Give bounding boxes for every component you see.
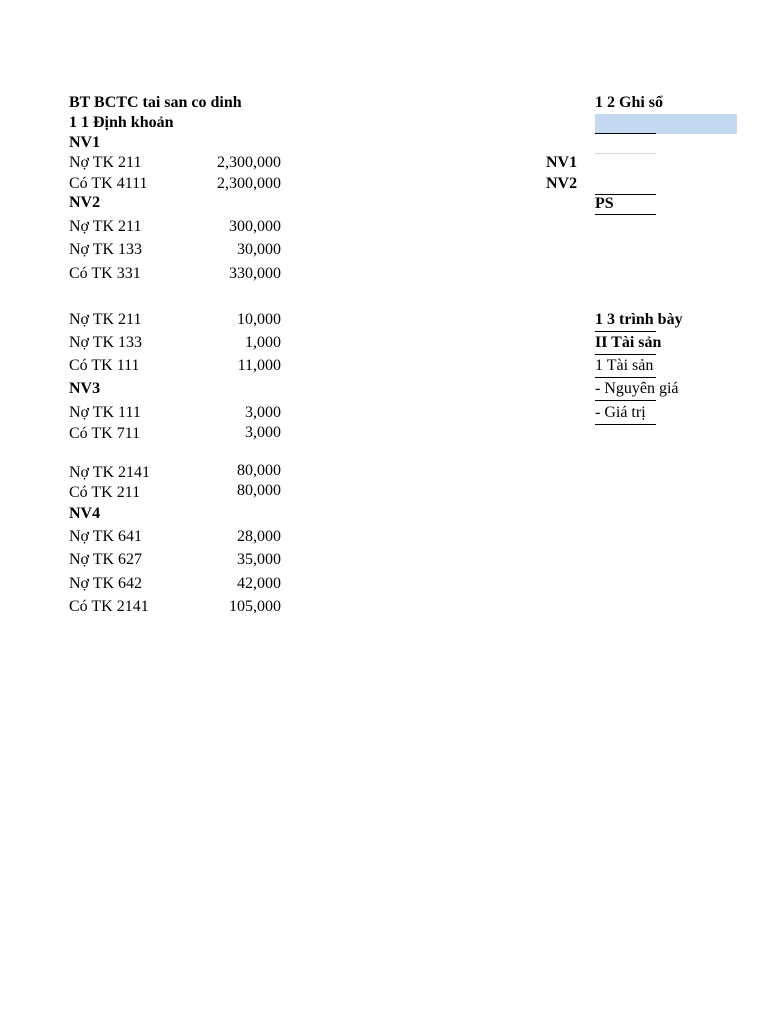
row-amount-8: 1,000 bbox=[245, 334, 281, 351]
ledger-nv1-label: NV1 bbox=[546, 154, 578, 171]
row-amount-14: 80,000 bbox=[237, 482, 281, 499]
selected-cell-highlight[interactable] bbox=[595, 114, 737, 134]
row-label-9: Có TK 111 bbox=[69, 357, 140, 374]
row-amount-16: 28,000 bbox=[237, 528, 281, 545]
row-amount-12: 3,000 bbox=[245, 424, 281, 441]
ledger-ps-label: PS bbox=[595, 195, 614, 212]
section-dinh-khoan: 1 1 Định khoản bbox=[69, 114, 174, 131]
row-label-14: Có TK 211 bbox=[69, 484, 141, 501]
item-gia-tri: - Giá trị bbox=[595, 404, 646, 421]
row-label-3: NV2 bbox=[69, 194, 101, 211]
row-amount-18: 42,000 bbox=[237, 575, 281, 592]
row-label-1: Nợ TK 211 bbox=[69, 154, 142, 171]
row-amount-1: 2,300,000 bbox=[217, 154, 281, 171]
row-label-18: Nợ TK 642 bbox=[69, 575, 143, 592]
table-rule bbox=[595, 354, 656, 355]
row-amount-11: 3,000 bbox=[245, 404, 281, 421]
row-label-19: Có TK 2141 bbox=[69, 598, 149, 615]
sheet-title: BT BCTC tai san co dinh bbox=[69, 94, 242, 111]
heading-ii-tai-san: II Tài sản bbox=[595, 334, 662, 351]
table-rule bbox=[595, 400, 656, 401]
ledger-rule bbox=[595, 153, 656, 154]
table-rule bbox=[595, 331, 656, 332]
row-label-8: Nợ TK 133 bbox=[69, 334, 143, 351]
row-amount-4: 300,000 bbox=[229, 218, 281, 235]
table-rule bbox=[595, 377, 656, 378]
row-label-12: Có TK 711 bbox=[69, 425, 141, 442]
item-tai-san: 1 Tài sản bbox=[595, 357, 654, 374]
row-amount-17: 35,000 bbox=[237, 551, 281, 568]
row-amount-13: 80,000 bbox=[237, 462, 281, 479]
table-rule bbox=[595, 424, 656, 425]
ledger-rule bbox=[595, 133, 656, 134]
row-label-4: Nợ TK 211 bbox=[69, 218, 142, 235]
row-label-6: Có TK 331 bbox=[69, 265, 141, 282]
row-amount-2: 2,300,000 bbox=[217, 175, 281, 192]
row-label-13: Nợ TK 2141 bbox=[69, 464, 151, 481]
section-trinh-bay: 1 3 trình bày bbox=[595, 311, 683, 328]
section-ghi-so: 1 2 Ghi sổ bbox=[595, 94, 664, 111]
row-amount-6: 330,000 bbox=[229, 265, 281, 282]
row-label-10: NV3 bbox=[69, 380, 101, 397]
row-label-0: NV1 bbox=[69, 134, 101, 151]
ledger-nv2-label: NV2 bbox=[546, 175, 578, 192]
row-label-17: Nợ TK 627 bbox=[69, 551, 143, 568]
row-label-5: Nợ TK 133 bbox=[69, 241, 143, 258]
ledger-rule bbox=[595, 214, 656, 215]
row-label-15: NV4 bbox=[69, 505, 101, 522]
row-label-2: Có TK 4111 bbox=[69, 175, 148, 192]
row-amount-5: 30,000 bbox=[237, 241, 281, 258]
row-amount-9: 11,000 bbox=[237, 357, 281, 374]
row-label-11: Nợ TK 111 bbox=[69, 404, 141, 421]
item-nguyen-gia: - Nguyên giá bbox=[595, 380, 679, 397]
row-amount-19: 105,000 bbox=[229, 598, 281, 615]
row-label-16: Nợ TK 641 bbox=[69, 528, 143, 545]
row-amount-7: 10,000 bbox=[237, 311, 281, 328]
row-label-7: Nợ TK 211 bbox=[69, 311, 142, 328]
